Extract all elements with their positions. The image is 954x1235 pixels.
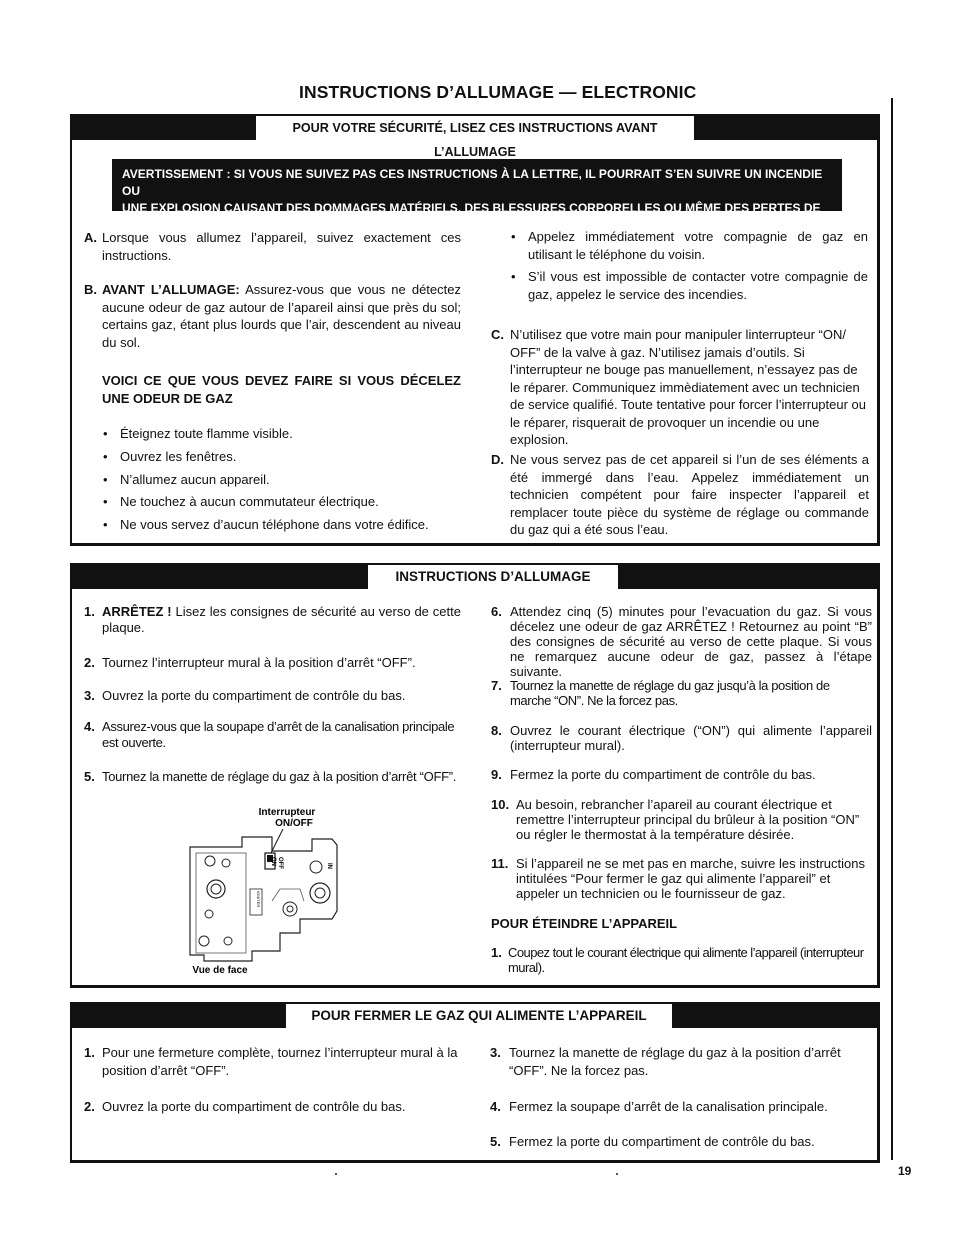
lighting-step-1 bbox=[84, 604, 461, 636]
step-number: 1. bbox=[84, 1045, 95, 1060]
step-text: Ouvrez la porte du compartiment de contrôle du bas. bbox=[102, 688, 406, 703]
lighting-step-3 bbox=[84, 687, 461, 705]
right-bullet: • Appelez immédiatement votre compagnie de gaz en utilisant le téléphone du voisin. bbox=[528, 228, 868, 263]
smell-bullet: • N’allumez aucun appareil. bbox=[120, 471, 460, 489]
item-label: B. bbox=[84, 282, 97, 297]
step-number: 1. bbox=[491, 945, 502, 960]
lighting-step-5 bbox=[84, 768, 474, 786]
lighting-panel bbox=[70, 563, 880, 988]
smell-bullet: • Ouvrez les fenêtres. bbox=[120, 448, 460, 466]
step-number: 3. bbox=[84, 688, 95, 703]
right-bullet: • S’il vous est impossible de contacter votre compagnie de gaz, appelez le service des incendies. bbox=[528, 268, 868, 303]
shutoff-step-4 bbox=[490, 1098, 872, 1116]
step-text: Tournez l’interrupteur mural à la position d’arrêt “OFF”. bbox=[102, 655, 416, 670]
step-number: 5. bbox=[490, 1134, 501, 1149]
diagram-caption: Vue de face bbox=[192, 965, 248, 976]
step-number: 8. bbox=[491, 723, 502, 738]
step-text: Ouvrez le courant électrique (“ON”) qui alimente l’appareil (interrupteur mural). bbox=[510, 723, 872, 753]
step-number: 5. bbox=[84, 769, 95, 784]
shutoff-panel bbox=[70, 1002, 880, 1163]
smell-bullet: • Éteignez toute flamme visible. bbox=[120, 425, 460, 443]
step-number: 10. bbox=[491, 797, 510, 812]
lighting-step-8 bbox=[491, 723, 872, 753]
switch-label-2: ON/OFF bbox=[275, 818, 313, 829]
safety-panel bbox=[70, 114, 880, 546]
step-text: Assurez-vous que la soupape d’arrêt de la canalisation principale est ouverte. bbox=[102, 719, 455, 750]
step-text: Si l’appareil ne se met pas en marche, suivre les instructions intitulées “Pour fermer le gaz qui alimente l’appareil” et appeler un technicien ou le fournisseur de gaz. bbox=[516, 856, 865, 901]
step-text: Au besoin, rebrancher l’apareil au courant électrique et remettre l’interrupteur principal du brûleur à la position “ON” ou régler le thermostat à la température désirée. bbox=[516, 797, 860, 842]
step-number: 2. bbox=[84, 655, 95, 670]
item-text: Assurez-vous que vous ne détectez aucune odeur de gaz autour de l’apareil ainsi que près du sol; certains gaz, étant plus lourds que l’air, descendent au niveau du sol. bbox=[102, 282, 461, 350]
footer-mark bbox=[616, 1173, 618, 1175]
lighting-step-6 bbox=[491, 604, 872, 679]
safety-item-d bbox=[491, 451, 869, 539]
step-number: 4. bbox=[490, 1099, 501, 1114]
step-number: 1. bbox=[84, 604, 95, 619]
step-text: Tournez la manette de réglage du gaz à la position d’arrêt “OFF”. Ne la forcez pas. bbox=[509, 1045, 841, 1078]
step-number: 2. bbox=[84, 1099, 95, 1114]
step-text: Fermez la porte du compartiment de contrôle du bas. bbox=[509, 1134, 815, 1149]
step-number: 3. bbox=[490, 1045, 501, 1060]
lighting-step-11 bbox=[491, 856, 872, 901]
warning-line-1: AVERTISSEMENT : SI VOUS NE SUIVEZ PAS CES INSTRUCTIONS À LA LETTRE, IL POURRAIT S’EN SUIVRE UN INCENDIE OU bbox=[122, 167, 823, 198]
step-text: Tournez la manette de réglage du gaz à la position d’arrêt “OFF”. bbox=[102, 769, 457, 784]
valve-on: ON bbox=[270, 857, 276, 866]
item-lead: AVANT L’ALLUMAGE: bbox=[102, 282, 240, 297]
lighting-step-2 bbox=[84, 654, 461, 672]
safety-item-a bbox=[84, 229, 461, 264]
step-text: Tournez la manette de réglage du gaz jusqu’à la position de marche “ON”. Ne la forcez pas. bbox=[510, 678, 830, 708]
smell-bullet: • Ne touchez à aucun commutateur électrique. bbox=[120, 493, 460, 511]
turn-off-heading: POUR ÉTEINDRE L’APPAREIL bbox=[491, 916, 678, 931]
item-label: D. bbox=[491, 452, 504, 467]
step-text: Fermez la porte du compartiment de contrôle du bas. bbox=[510, 767, 816, 782]
item-label: C. bbox=[491, 327, 504, 342]
item-text: Ne vous servez pas de cet appareil si l’un de ses éléments a été immergé dans l’eau. Appelez immédiatement un technicien compétent pour faire inspecter l’appareil et remplacer toute pièce du système de réglage ou commande du gaz qui a été sous l’eau. bbox=[510, 452, 869, 537]
lighting-step-9 bbox=[491, 767, 872, 782]
switch-label-1: Interrupteur bbox=[258, 807, 316, 818]
valve-off: OFF bbox=[277, 857, 283, 869]
safety-item-c bbox=[491, 326, 869, 449]
page-title: INSTRUCTIONS D’ALLUMAGE — ELECTRONIC bbox=[299, 82, 697, 102]
footer-mark bbox=[335, 1173, 337, 1175]
shutoff-step-5 bbox=[490, 1133, 872, 1151]
warning-box bbox=[112, 159, 842, 232]
step-text: Attendez cinq (5) minutes pour l’evacuation du gaz. Si vous décelez une odeur de gaz ARRÊTEZ ! Retournez au point “B” des consignes de sécurité au verso de cette plaque. Si vous ne remarquez aucune odeur de gaz, passez à l’étape suivante. bbox=[510, 604, 872, 679]
item-body bbox=[102, 281, 461, 351]
safety-item-b bbox=[84, 281, 461, 351]
step-text: Lisez les consignes de sécurité au verso de cette plaque. bbox=[102, 604, 461, 635]
igniter-label: IGNITER bbox=[256, 891, 261, 908]
step-text: Pour une fermeture complète, tournez l’interrupteur mural à la position d’arrêt “OFF”. bbox=[102, 1045, 458, 1078]
inlet-label: IN bbox=[326, 863, 332, 869]
lighting-step-10 bbox=[491, 797, 872, 842]
safety-header: POUR VOTRE SÉCURITÉ, LISEZ CES INSTRUCTIONS AVANT L’ALLUMAGE bbox=[256, 116, 694, 140]
turn-off-step-1 bbox=[491, 945, 875, 975]
step-text: Coupez tout le courant électrique qui alimente l’appareil (interrupteur mural). bbox=[508, 945, 864, 975]
shutoff-step-2 bbox=[84, 1098, 461, 1116]
warning-line-2: UNE EXPLOSION CAUSANT DES DOMMAGES MATÉRIELS, DES BLESSURES CORPORELLES OU MÊME DES PERTES DE VIE. bbox=[122, 201, 821, 232]
step-body bbox=[102, 604, 461, 636]
step-number: 7. bbox=[491, 678, 502, 693]
gas-valve-diagram bbox=[182, 801, 362, 976]
shutoff-step-3 bbox=[490, 1044, 872, 1079]
item-label: A. bbox=[84, 230, 97, 245]
shutoff-header-bar bbox=[72, 1004, 880, 1028]
step-lead: ARRÊTEZ ! bbox=[102, 604, 172, 619]
item-text: N’utilisez que votre main pour manipuler linterrupteur “ON/ OFF” de la valve à gaz. N’utilisez jamais d’outils. Si l’interrupteur ne bouge pas manuellement, n’essayez pas de le réparer. Communiquez immèdiatement avec un technicien de service qualifié. Toute tentative pour forcer l’interrupteur ou le réparer, risquerait de provoquer un incendie ou une explosion. bbox=[510, 327, 867, 447]
lighting-step-7 bbox=[491, 678, 872, 708]
lighting-step-4 bbox=[84, 719, 461, 751]
safety-header-bar bbox=[72, 116, 880, 159]
step-text: Ouvrez la porte du compartiment de contrôle du bas. bbox=[102, 1099, 406, 1114]
shutoff-step-1 bbox=[84, 1044, 461, 1079]
step-number: 4. bbox=[84, 719, 95, 734]
shutoff-header: POUR FERMER LE GAZ QUI ALIMENTE L’APPAREIL bbox=[286, 1004, 672, 1028]
step-number: 11. bbox=[491, 856, 509, 871]
smell-heading: VOICI CE QUE VOUS DEVEZ FAIRE SI VOUS DÉCELEZ UNE ODEUR DE GAZ bbox=[102, 373, 461, 406]
margin-rule bbox=[891, 98, 893, 1160]
step-number: 9. bbox=[491, 767, 502, 782]
lighting-header-bar bbox=[72, 565, 880, 589]
step-number: 6. bbox=[491, 604, 502, 619]
step-text: Fermez la soupape d’arrêt de la canalisation principale. bbox=[509, 1099, 828, 1114]
page-number: 19 bbox=[898, 1164, 912, 1178]
smell-bullet: • Ne vous servez d’aucun téléphone dans votre édifice. bbox=[120, 516, 460, 534]
item-text: Lorsque vous allumez l’appareil, suivez exactement ces instructions. bbox=[102, 230, 461, 263]
lighting-header: INSTRUCTIONS D’ALLUMAGE bbox=[368, 565, 618, 589]
